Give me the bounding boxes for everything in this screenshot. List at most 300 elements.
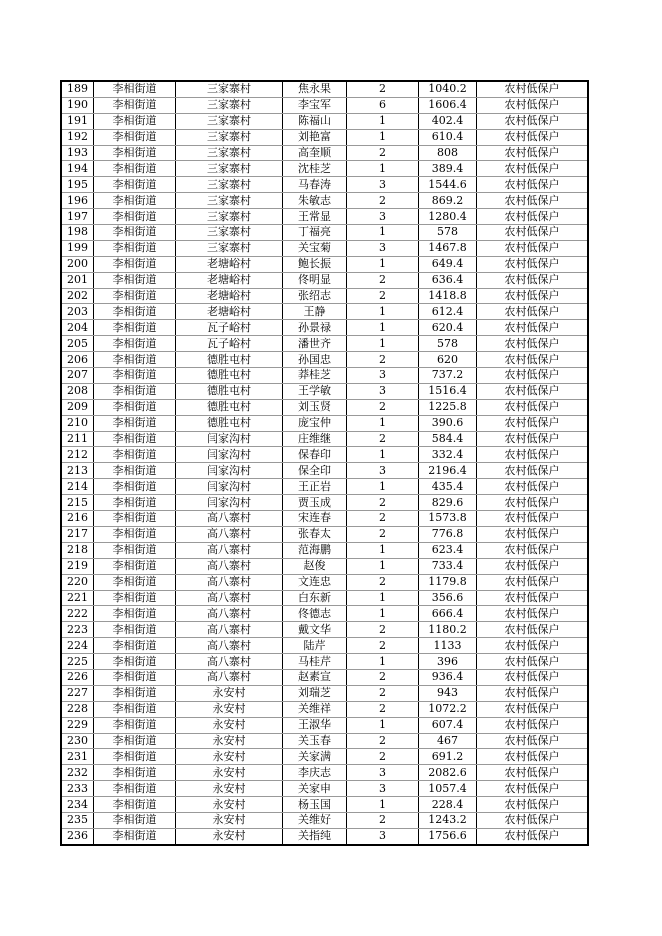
table-row: [61, 272, 588, 288]
table-row: [61, 447, 588, 463]
cell-category: 农村低保户: [477, 97, 589, 113]
cell-category: 农村低保户: [477, 352, 589, 368]
cell-subdistrict: 李相街道: [94, 558, 176, 574]
table-row: [61, 352, 588, 368]
cell-category: 农村低保户: [477, 113, 589, 129]
cell-row-number: 201: [61, 272, 94, 288]
cell-row-number: 211: [61, 431, 94, 447]
cell-row-number: 236: [61, 828, 94, 844]
cell-village: 高八寨村: [176, 669, 283, 685]
table-row: [61, 638, 588, 654]
cell-subdistrict: 李相街道: [94, 542, 176, 558]
cell-amount: 666.4: [419, 606, 477, 622]
cell-village: 高八寨村: [176, 638, 283, 654]
cell-row-number: 230: [61, 733, 94, 749]
cell-name: 陆芹: [283, 638, 347, 654]
table-row: [61, 542, 588, 558]
cell-amount: 1756.6: [419, 828, 477, 844]
cell-row-number: 192: [61, 129, 94, 145]
cell-household-size: 1: [347, 479, 419, 495]
cell-amount: 1057.4: [419, 781, 477, 797]
cell-amount: 1516.4: [419, 383, 477, 399]
cell-row-number: 202: [61, 288, 94, 304]
cell-row-number: 208: [61, 383, 94, 399]
cell-village: 德胜屯村: [176, 415, 283, 431]
cell-subdistrict: 李相街道: [94, 765, 176, 781]
table-row: [61, 590, 588, 606]
cell-subdistrict: 李相街道: [94, 812, 176, 828]
cell-village: 闫家沟村: [176, 431, 283, 447]
cell-household-size: 1: [347, 558, 419, 574]
cell-row-number: 213: [61, 463, 94, 479]
cell-name: 鲍长振: [283, 256, 347, 272]
cell-subdistrict: 李相街道: [94, 193, 176, 209]
cell-household-size: 2: [347, 288, 419, 304]
cell-name: 高奎顺: [283, 145, 347, 161]
table-row: [61, 399, 588, 415]
cell-subdistrict: 李相街道: [94, 336, 176, 352]
cell-household-size: 1: [347, 542, 419, 558]
cell-subdistrict: 李相街道: [94, 463, 176, 479]
cell-category: 农村低保户: [477, 558, 589, 574]
cell-row-number: 204: [61, 320, 94, 336]
cell-amount: 356.6: [419, 590, 477, 606]
cell-row-number: 189: [61, 81, 94, 97]
cell-subdistrict: 李相街道: [94, 225, 176, 241]
cell-category: 农村低保户: [477, 669, 589, 685]
cell-household-size: 2: [347, 145, 419, 161]
cell-subdistrict: 李相街道: [94, 638, 176, 654]
cell-row-number: 214: [61, 479, 94, 495]
cell-name: 王正岩: [283, 479, 347, 495]
cell-row-number: 199: [61, 240, 94, 256]
cell-village: 永安村: [176, 701, 283, 717]
cell-subdistrict: 李相街道: [94, 161, 176, 177]
cell-row-number: 229: [61, 717, 94, 733]
cell-row-number: 223: [61, 622, 94, 638]
table-row: [61, 654, 588, 670]
table-row: [61, 209, 588, 225]
cell-row-number: 226: [61, 669, 94, 685]
table-row: [61, 193, 588, 209]
cell-amount: 612.4: [419, 304, 477, 320]
cell-village: 德胜屯村: [176, 368, 283, 384]
cell-category: 农村低保户: [477, 81, 589, 97]
cell-subdistrict: 李相街道: [94, 622, 176, 638]
cell-household-size: 2: [347, 81, 419, 97]
cell-row-number: 212: [61, 447, 94, 463]
cell-subdistrict: 李相街道: [94, 511, 176, 527]
cell-name: 张春太: [283, 526, 347, 542]
cell-subdistrict: 李相街道: [94, 828, 176, 844]
cell-category: 农村低保户: [477, 685, 589, 701]
cell-household-size: 2: [347, 272, 419, 288]
cell-household-size: 2: [347, 495, 419, 511]
cell-category: 农村低保户: [477, 495, 589, 511]
cell-category: 农村低保户: [477, 368, 589, 384]
cell-household-size: 2: [347, 638, 419, 654]
cell-name: 丁福亮: [283, 225, 347, 241]
cell-category: 农村低保户: [477, 781, 589, 797]
cell-category: 农村低保户: [477, 145, 589, 161]
cell-category: 农村低保户: [477, 415, 589, 431]
cell-household-size: 3: [347, 177, 419, 193]
cell-row-number: 206: [61, 352, 94, 368]
cell-amount: 332.4: [419, 447, 477, 463]
cell-amount: 467: [419, 733, 477, 749]
cell-subdistrict: 李相街道: [94, 574, 176, 590]
cell-village: 三家寨村: [176, 193, 283, 209]
cell-row-number: 218: [61, 542, 94, 558]
cell-household-size: 2: [347, 399, 419, 415]
cell-name: 关维好: [283, 812, 347, 828]
cell-category: 农村低保户: [477, 225, 589, 241]
cell-category: 农村低保户: [477, 383, 589, 399]
cell-category: 农村低保户: [477, 399, 589, 415]
cell-village: 闫家沟村: [176, 463, 283, 479]
cell-name: 朱敏志: [283, 193, 347, 209]
cell-category: 农村低保户: [477, 479, 589, 495]
cell-category: 农村低保户: [477, 272, 589, 288]
cell-village: 三家寨村: [176, 81, 283, 97]
cell-village: 德胜屯村: [176, 383, 283, 399]
table-row: [61, 479, 588, 495]
cell-amount: 620.4: [419, 320, 477, 336]
cell-category: 农村低保户: [477, 542, 589, 558]
cell-subdistrict: 李相街道: [94, 81, 176, 97]
cell-category: 农村低保户: [477, 288, 589, 304]
cell-village: 永安村: [176, 812, 283, 828]
cell-household-size: 3: [347, 209, 419, 225]
cell-name: 潘世齐: [283, 336, 347, 352]
cell-amount: 402.4: [419, 113, 477, 129]
cell-name: 佟德志: [283, 606, 347, 622]
cell-household-size: 2: [347, 812, 419, 828]
cell-name: 李宝军: [283, 97, 347, 113]
cell-category: 农村低保户: [477, 320, 589, 336]
cell-name: 马春涛: [283, 177, 347, 193]
cell-village: 永安村: [176, 685, 283, 701]
cell-subdistrict: 李相街道: [94, 288, 176, 304]
cell-village: 德胜屯村: [176, 352, 283, 368]
cell-household-size: 1: [347, 447, 419, 463]
cell-household-size: 3: [347, 368, 419, 384]
cell-household-size: 1: [347, 717, 419, 733]
cell-village: 永安村: [176, 797, 283, 813]
cell-household-size: 3: [347, 828, 419, 844]
cell-name: 宋连春: [283, 511, 347, 527]
cell-household-size: 2: [347, 193, 419, 209]
cell-name: 孙景禄: [283, 320, 347, 336]
cell-row-number: 227: [61, 685, 94, 701]
cell-subdistrict: 李相街道: [94, 654, 176, 670]
welfare-roster-table: [60, 80, 589, 846]
cell-village: 永安村: [176, 717, 283, 733]
cell-village: 老塘峪村: [176, 272, 283, 288]
cell-village: 瓦子峪村: [176, 320, 283, 336]
cell-subdistrict: 李相街道: [94, 431, 176, 447]
cell-subdistrict: 李相街道: [94, 97, 176, 113]
cell-name: 陈福山: [283, 113, 347, 129]
cell-subdistrict: 李相街道: [94, 781, 176, 797]
cell-household-size: 3: [347, 463, 419, 479]
cell-subdistrict: 李相街道: [94, 526, 176, 542]
cell-row-number: 221: [61, 590, 94, 606]
cell-name: 王常显: [283, 209, 347, 225]
cell-row-number: 194: [61, 161, 94, 177]
cell-household-size: 2: [347, 431, 419, 447]
cell-amount: 390.6: [419, 415, 477, 431]
cell-subdistrict: 李相街道: [94, 701, 176, 717]
cell-amount: 776.8: [419, 526, 477, 542]
cell-row-number: 216: [61, 511, 94, 527]
cell-amount: 396: [419, 654, 477, 670]
cell-household-size: 1: [347, 129, 419, 145]
cell-name: 关指纯: [283, 828, 347, 844]
table-row: [61, 526, 588, 542]
cell-household-size: 1: [347, 113, 419, 129]
cell-name: 关玉春: [283, 733, 347, 749]
cell-category: 农村低保户: [477, 590, 589, 606]
cell-name: 李庆志: [283, 765, 347, 781]
cell-name: 焦永果: [283, 81, 347, 97]
cell-row-number: 215: [61, 495, 94, 511]
cell-subdistrict: 李相街道: [94, 272, 176, 288]
cell-row-number: 219: [61, 558, 94, 574]
cell-amount: 829.6: [419, 495, 477, 511]
cell-subdistrict: 李相街道: [94, 797, 176, 813]
cell-name: 保春印: [283, 447, 347, 463]
cell-category: 农村低保户: [477, 209, 589, 225]
table-row: [61, 177, 588, 193]
cell-subdistrict: 李相街道: [94, 749, 176, 765]
cell-row-number: 191: [61, 113, 94, 129]
cell-category: 农村低保户: [477, 177, 589, 193]
cell-amount: 2196.4: [419, 463, 477, 479]
cell-amount: 936.4: [419, 669, 477, 685]
cell-amount: 610.4: [419, 129, 477, 145]
cell-village: 高八寨村: [176, 654, 283, 670]
cell-row-number: 234: [61, 797, 94, 813]
table-row: [61, 81, 588, 97]
cell-amount: 1243.2: [419, 812, 477, 828]
table-row: [61, 669, 588, 685]
cell-name: 赵素宣: [283, 669, 347, 685]
cell-name: 文连忠: [283, 574, 347, 590]
cell-household-size: 3: [347, 383, 419, 399]
cell-category: 农村低保户: [477, 526, 589, 542]
cell-household-size: 2: [347, 352, 419, 368]
cell-amount: 620: [419, 352, 477, 368]
cell-category: 农村低保户: [477, 717, 589, 733]
cell-village: 高八寨村: [176, 574, 283, 590]
cell-household-size: 2: [347, 622, 419, 638]
table-row: [61, 797, 588, 813]
cell-row-number: 222: [61, 606, 94, 622]
table-row: [61, 463, 588, 479]
table-row: [61, 622, 588, 638]
cell-village: 高八寨村: [176, 542, 283, 558]
cell-name: 赵俊: [283, 558, 347, 574]
cell-subdistrict: 李相街道: [94, 129, 176, 145]
cell-amount: 943: [419, 685, 477, 701]
cell-row-number: 233: [61, 781, 94, 797]
cell-category: 农村低保户: [477, 161, 589, 177]
table-row: [61, 606, 588, 622]
cell-category: 农村低保户: [477, 193, 589, 209]
cell-village: 永安村: [176, 733, 283, 749]
cell-household-size: 1: [347, 654, 419, 670]
cell-name: 刘玉贤: [283, 399, 347, 415]
cell-name: 孙国忠: [283, 352, 347, 368]
cell-amount: 1179.8: [419, 574, 477, 590]
cell-amount: 1040.2: [419, 81, 477, 97]
cell-subdistrict: 李相街道: [94, 669, 176, 685]
cell-row-number: 195: [61, 177, 94, 193]
cell-name: 关宝菊: [283, 240, 347, 256]
table-row: [61, 749, 588, 765]
cell-household-size: 1: [347, 256, 419, 272]
cell-name: 白东新: [283, 590, 347, 606]
cell-village: 高八寨村: [176, 590, 283, 606]
table-row: [61, 256, 588, 272]
table-row: [61, 511, 588, 527]
cell-household-size: 2: [347, 574, 419, 590]
cell-village: 高八寨村: [176, 558, 283, 574]
cell-category: 农村低保户: [477, 638, 589, 654]
cell-village: 三家寨村: [176, 177, 283, 193]
cell-name: 贾玉成: [283, 495, 347, 511]
cell-amount: 578: [419, 225, 477, 241]
cell-household-size: 2: [347, 749, 419, 765]
cell-row-number: 228: [61, 701, 94, 717]
cell-amount: 691.2: [419, 749, 477, 765]
cell-category: 农村低保户: [477, 622, 589, 638]
cell-amount: 1418.8: [419, 288, 477, 304]
cell-household-size: 1: [347, 304, 419, 320]
table-row: [61, 225, 588, 241]
cell-row-number: 193: [61, 145, 94, 161]
cell-category: 农村低保户: [477, 828, 589, 844]
table-row: [61, 733, 588, 749]
cell-amount: 2082.6: [419, 765, 477, 781]
table-row: [61, 113, 588, 129]
cell-household-size: 1: [347, 161, 419, 177]
table-row: [61, 320, 588, 336]
cell-subdistrict: 李相街道: [94, 733, 176, 749]
cell-category: 农村低保户: [477, 304, 589, 320]
cell-name: 王淑华: [283, 717, 347, 733]
cell-category: 农村低保户: [477, 812, 589, 828]
cell-household-size: 1: [347, 415, 419, 431]
cell-name: 王学敏: [283, 383, 347, 399]
cell-category: 农村低保户: [477, 749, 589, 765]
table-row: [61, 495, 588, 511]
table-row: [61, 431, 588, 447]
cell-row-number: 225: [61, 654, 94, 670]
cell-amount: 1072.2: [419, 701, 477, 717]
cell-name: 佟明显: [283, 272, 347, 288]
cell-amount: 869.2: [419, 193, 477, 209]
cell-name: 戴文华: [283, 622, 347, 638]
cell-household-size: 1: [347, 606, 419, 622]
table-row: [61, 336, 588, 352]
cell-name: 刘瑞芝: [283, 685, 347, 701]
cell-subdistrict: 李相街道: [94, 383, 176, 399]
table-row: [61, 240, 588, 256]
cell-village: 闫家沟村: [176, 495, 283, 511]
cell-village: 老塘峪村: [176, 256, 283, 272]
table-row: [61, 828, 588, 844]
cell-category: 农村低保户: [477, 256, 589, 272]
cell-name: 莽桂芝: [283, 368, 347, 384]
cell-subdistrict: 李相街道: [94, 495, 176, 511]
cell-category: 农村低保户: [477, 733, 589, 749]
cell-row-number: 209: [61, 399, 94, 415]
cell-category: 农村低保户: [477, 463, 589, 479]
cell-village: 三家寨村: [176, 145, 283, 161]
cell-household-size: 3: [347, 781, 419, 797]
cell-subdistrict: 李相街道: [94, 145, 176, 161]
cell-subdistrict: 李相街道: [94, 352, 176, 368]
cell-category: 农村低保户: [477, 336, 589, 352]
cell-village: 三家寨村: [176, 129, 283, 145]
cell-village: 高八寨村: [176, 606, 283, 622]
cell-subdistrict: 李相街道: [94, 240, 176, 256]
table-row: [61, 765, 588, 781]
cell-household-size: 2: [347, 701, 419, 717]
cell-row-number: 190: [61, 97, 94, 113]
cell-category: 农村低保户: [477, 129, 589, 145]
cell-name: 保全印: [283, 463, 347, 479]
cell-name: 关维祥: [283, 701, 347, 717]
cell-village: 永安村: [176, 781, 283, 797]
cell-amount: 808: [419, 145, 477, 161]
cell-subdistrict: 李相街道: [94, 606, 176, 622]
table-row: [61, 145, 588, 161]
table-row: [61, 701, 588, 717]
cell-village: 三家寨村: [176, 240, 283, 256]
cell-village: 三家寨村: [176, 209, 283, 225]
cell-household-size: 3: [347, 765, 419, 781]
table-body: [61, 81, 588, 845]
cell-amount: 649.4: [419, 256, 477, 272]
cell-village: 老塘峪村: [176, 288, 283, 304]
cell-category: 农村低保户: [477, 701, 589, 717]
cell-village: 永安村: [176, 828, 283, 844]
cell-amount: 228.4: [419, 797, 477, 813]
cell-village: 闫家沟村: [176, 479, 283, 495]
cell-household-size: 2: [347, 733, 419, 749]
cell-village: 三家寨村: [176, 225, 283, 241]
cell-row-number: 220: [61, 574, 94, 590]
cell-subdistrict: 李相街道: [94, 717, 176, 733]
cell-category: 农村低保户: [477, 606, 589, 622]
table-row: [61, 717, 588, 733]
cell-name: 马桂芹: [283, 654, 347, 670]
cell-name: 杨玉国: [283, 797, 347, 813]
table-row: [61, 304, 588, 320]
cell-category: 农村低保户: [477, 240, 589, 256]
cell-village: 三家寨村: [176, 161, 283, 177]
table-row: [61, 415, 588, 431]
table-row: [61, 685, 588, 701]
cell-household-size: 1: [347, 590, 419, 606]
cell-household-size: 1: [347, 336, 419, 352]
cell-row-number: 210: [61, 415, 94, 431]
cell-category: 农村低保户: [477, 431, 589, 447]
cell-village: 高八寨村: [176, 526, 283, 542]
